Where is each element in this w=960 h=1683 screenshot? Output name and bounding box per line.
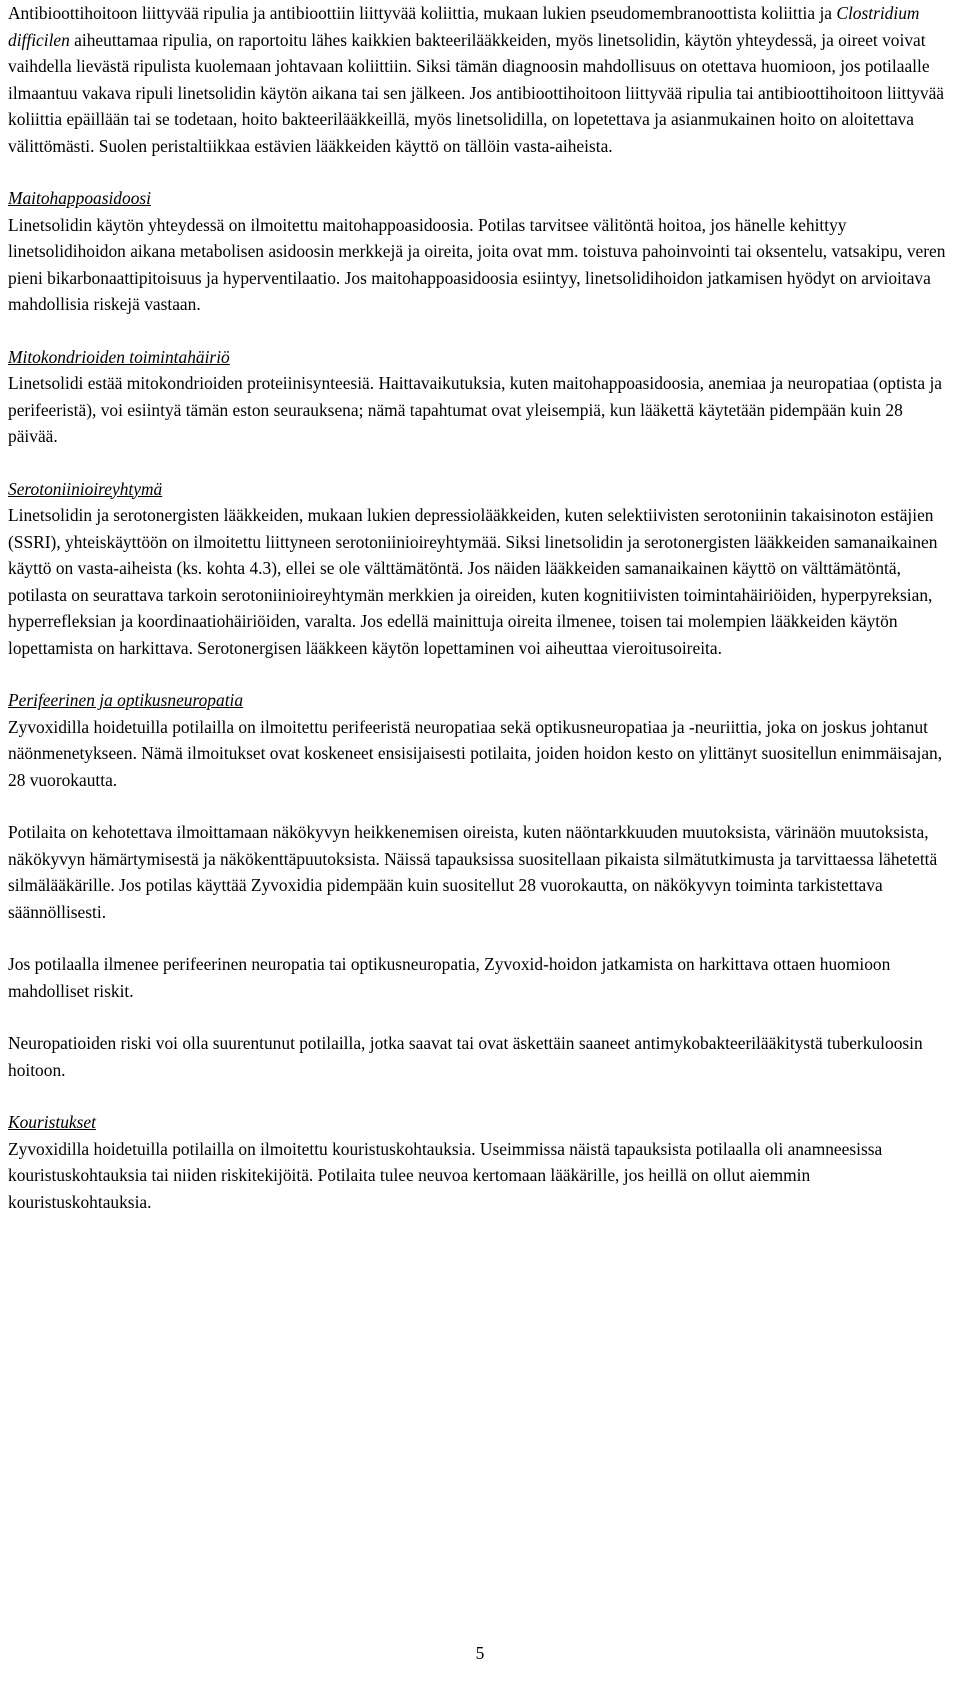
section-neuropatia (8, 687, 952, 793)
section-text: Linetsolidin ja serotonergisten lääkkeiden, mukaan lukien depressiolääkkeiden, kuten selektiivisten serotoniinin takaisinoton estäjien (SSRI), yhteiskäyttöön on ilmoitettu liittyneen serotoniinioireyhtymää. Siksi linetsolidin ja serotonergisten lääkkeiden samanaikainen käyttö on vasta-aiheista (ks. kohta 4.3), ellei se ole välttämätöntä. Jos näiden lääkkeiden samanaikainen käyttö on välttämätöntä, potilasta on seurattava tarkoin serotoniinioireyhtymän merkkien ja oireiden, kuten kognitiivisten toimintahäiriöiden, hyperpyreksian, hyperrefleksian ja koordinaatiohäiriöiden, varalta. Jos edellä mainittuja oireita ilmenee, toisen tai molempien lääkkeiden käytön lopettamista on harkittava. Serotonergisen lääkkeen käytön lopettaminen voi aiheuttaa vieroitusoireita. (8, 505, 938, 658)
section-heading: Serotoniinioireyhtymä (8, 478, 163, 499)
paragraph-text: Potilaita on kehotettava ilmoittamaan näkökyvyn heikkenemisen oireista, kuten näöntarkkuuden muutoksista, värinäön muutoksista, näkökyvyn hämärtymisestä ja näkökenttäpuutoksista. Näissä tapauksissa suositellaan pikaista silmätutkimusta ja tarvittaessa lähetettä silmälääkärille. Jos potilas käyttää Zyvoxidia pidempään kuin suositellut 28 vuorokautta, on näkökyvyn toiminta tarkistettava säännöllisesti. (8, 822, 938, 922)
section-text: Linetsolidi estää mitokondrioiden proteiinisynteesiä. Haittavaikutuksia, kuten maitohappoasidoosia, anemiaa ja neuropatiaa (optista ja perifeeristä), voi esiintyä tämän eston seurauksena; nämä tapahtumat ovat yleisempiä, kun lääkettä käytetään pidempään kuin 28 päivää. (8, 373, 943, 446)
section-text: Linetsolidin käytön yhteydessä on ilmoitettu maitohappoasidoosia. Potilas tarvitsee välitöntä hoitoa, jos hänelle kehittyy linetsolidihoidon aikana metabolisen asidoosin merkkejä ja oireita, joita ovat mm. toistuva pahoinvointi tai oksentelu, vatsakipu, veren pieni bikarbonaattipitoisuus ja hyperventilaatio. Jos maitohappoasidoosia esiintyy, linetsolidihoidon jatkamisen hyödyt on arvioitava mahdollisia riskejä vastaan. (8, 214, 946, 314)
intro-text (8, 0, 952, 159)
intro-text-part2: aiheuttamaa ripulia, on raportoitu lähes kaikkien bakteerilääkkeiden, myös linetsolidin, käytön yhteydessä, ja oireet voivat vaihdella lievästä ripulista kuolemaan johtavaan koliittiin. Siksi tämän diagnoosin mahdollisuus on otettava huomioon, jos potilaalle ilmaantuu vakava ripuli linetsolidin käytön aikana tai sen jälkeen. Jos antibioottihoitoon liittyvää ripulia tai antibioottihoitoon liittyvää koliittia epäillään tai se todetaan, hoito bakteerilääkkeillä, myös linetsolidilla, on lopetettava ja asianmukainen hoito on aloitettava välittömästi. Suolen peristaltiikkaa estävien lääkkeiden käyttö on tällöin vasta-aiheista. (8, 29, 945, 156)
section-heading: Kouristukset (8, 1112, 96, 1132)
paragraph-nakokyky (8, 819, 952, 925)
intro-italic-organism: Clostridium difficilen (8, 3, 920, 50)
section-maitohappoasidoosi (8, 185, 952, 318)
paragraph-text: Jos potilaalla ilmenee perifeerinen neuropatia tai optikusneuropatia, Zyvoxid-hoidon jatkamista on harkittava ottaen huomioon mahdolliset riskit. (8, 954, 891, 1001)
section-heading: Mitokondrioiden toimintahäiriö (8, 346, 230, 367)
section-kouristukset (8, 1109, 952, 1215)
paragraph-text: Neuropatioiden riski voi olla suurentunut potilailla, jotka saavat tai ovat äskettäin saaneet antimykobakteerilääkitystä tuberkuloosin hoitoon. (8, 1033, 923, 1080)
section-text: Zyvoxidilla hoidetuilla potilailla on ilmoitettu perifeeristä neuropatiaa sekä optikusneuropatiaa ja -neuriittia, joka on joskus johtanut näönmenetykseen. Nämä ilmoitukset ovat koskeneet ensisijaisesti potilaita, joiden hoidon kesto on ylittänyt suositellun enimmäisajan, 28 vuorokautta. (8, 716, 943, 790)
section-text: Zyvoxidilla hoidetuilla potilailla on ilmoitettu kouristuskohtauksia. Useimmissa näistä tapauksista potilaalla oli anamneesissa kouristuskohtauksia tai niiden riskitekijöitä. Potilaita tulee neuvoa kertomaan lääkärille, jos heillä on ollut aiemmin kouristuskohtauksia. (8, 1138, 883, 1212)
paragraph-riski (8, 1030, 952, 1083)
intro-text-part1: Antibioottihoitoon liittyvää ripulia ja antibioottiin liittyvää koliittia, mukaan lukien pseudomembranoottista koliittia ja (8, 3, 837, 23)
section-heading: Maitohappoasidoosi (8, 188, 151, 208)
intro-paragraph (8, 0, 952, 159)
paragraph-jatkaminen (8, 951, 952, 1004)
section-heading: Perifeerinen ja optikusneuropatia (8, 690, 244, 710)
section-mitokondriot (8, 344, 952, 450)
page-number: 5 (475, 1643, 485, 1663)
section-serotoniinioireyhtyma (8, 476, 952, 662)
